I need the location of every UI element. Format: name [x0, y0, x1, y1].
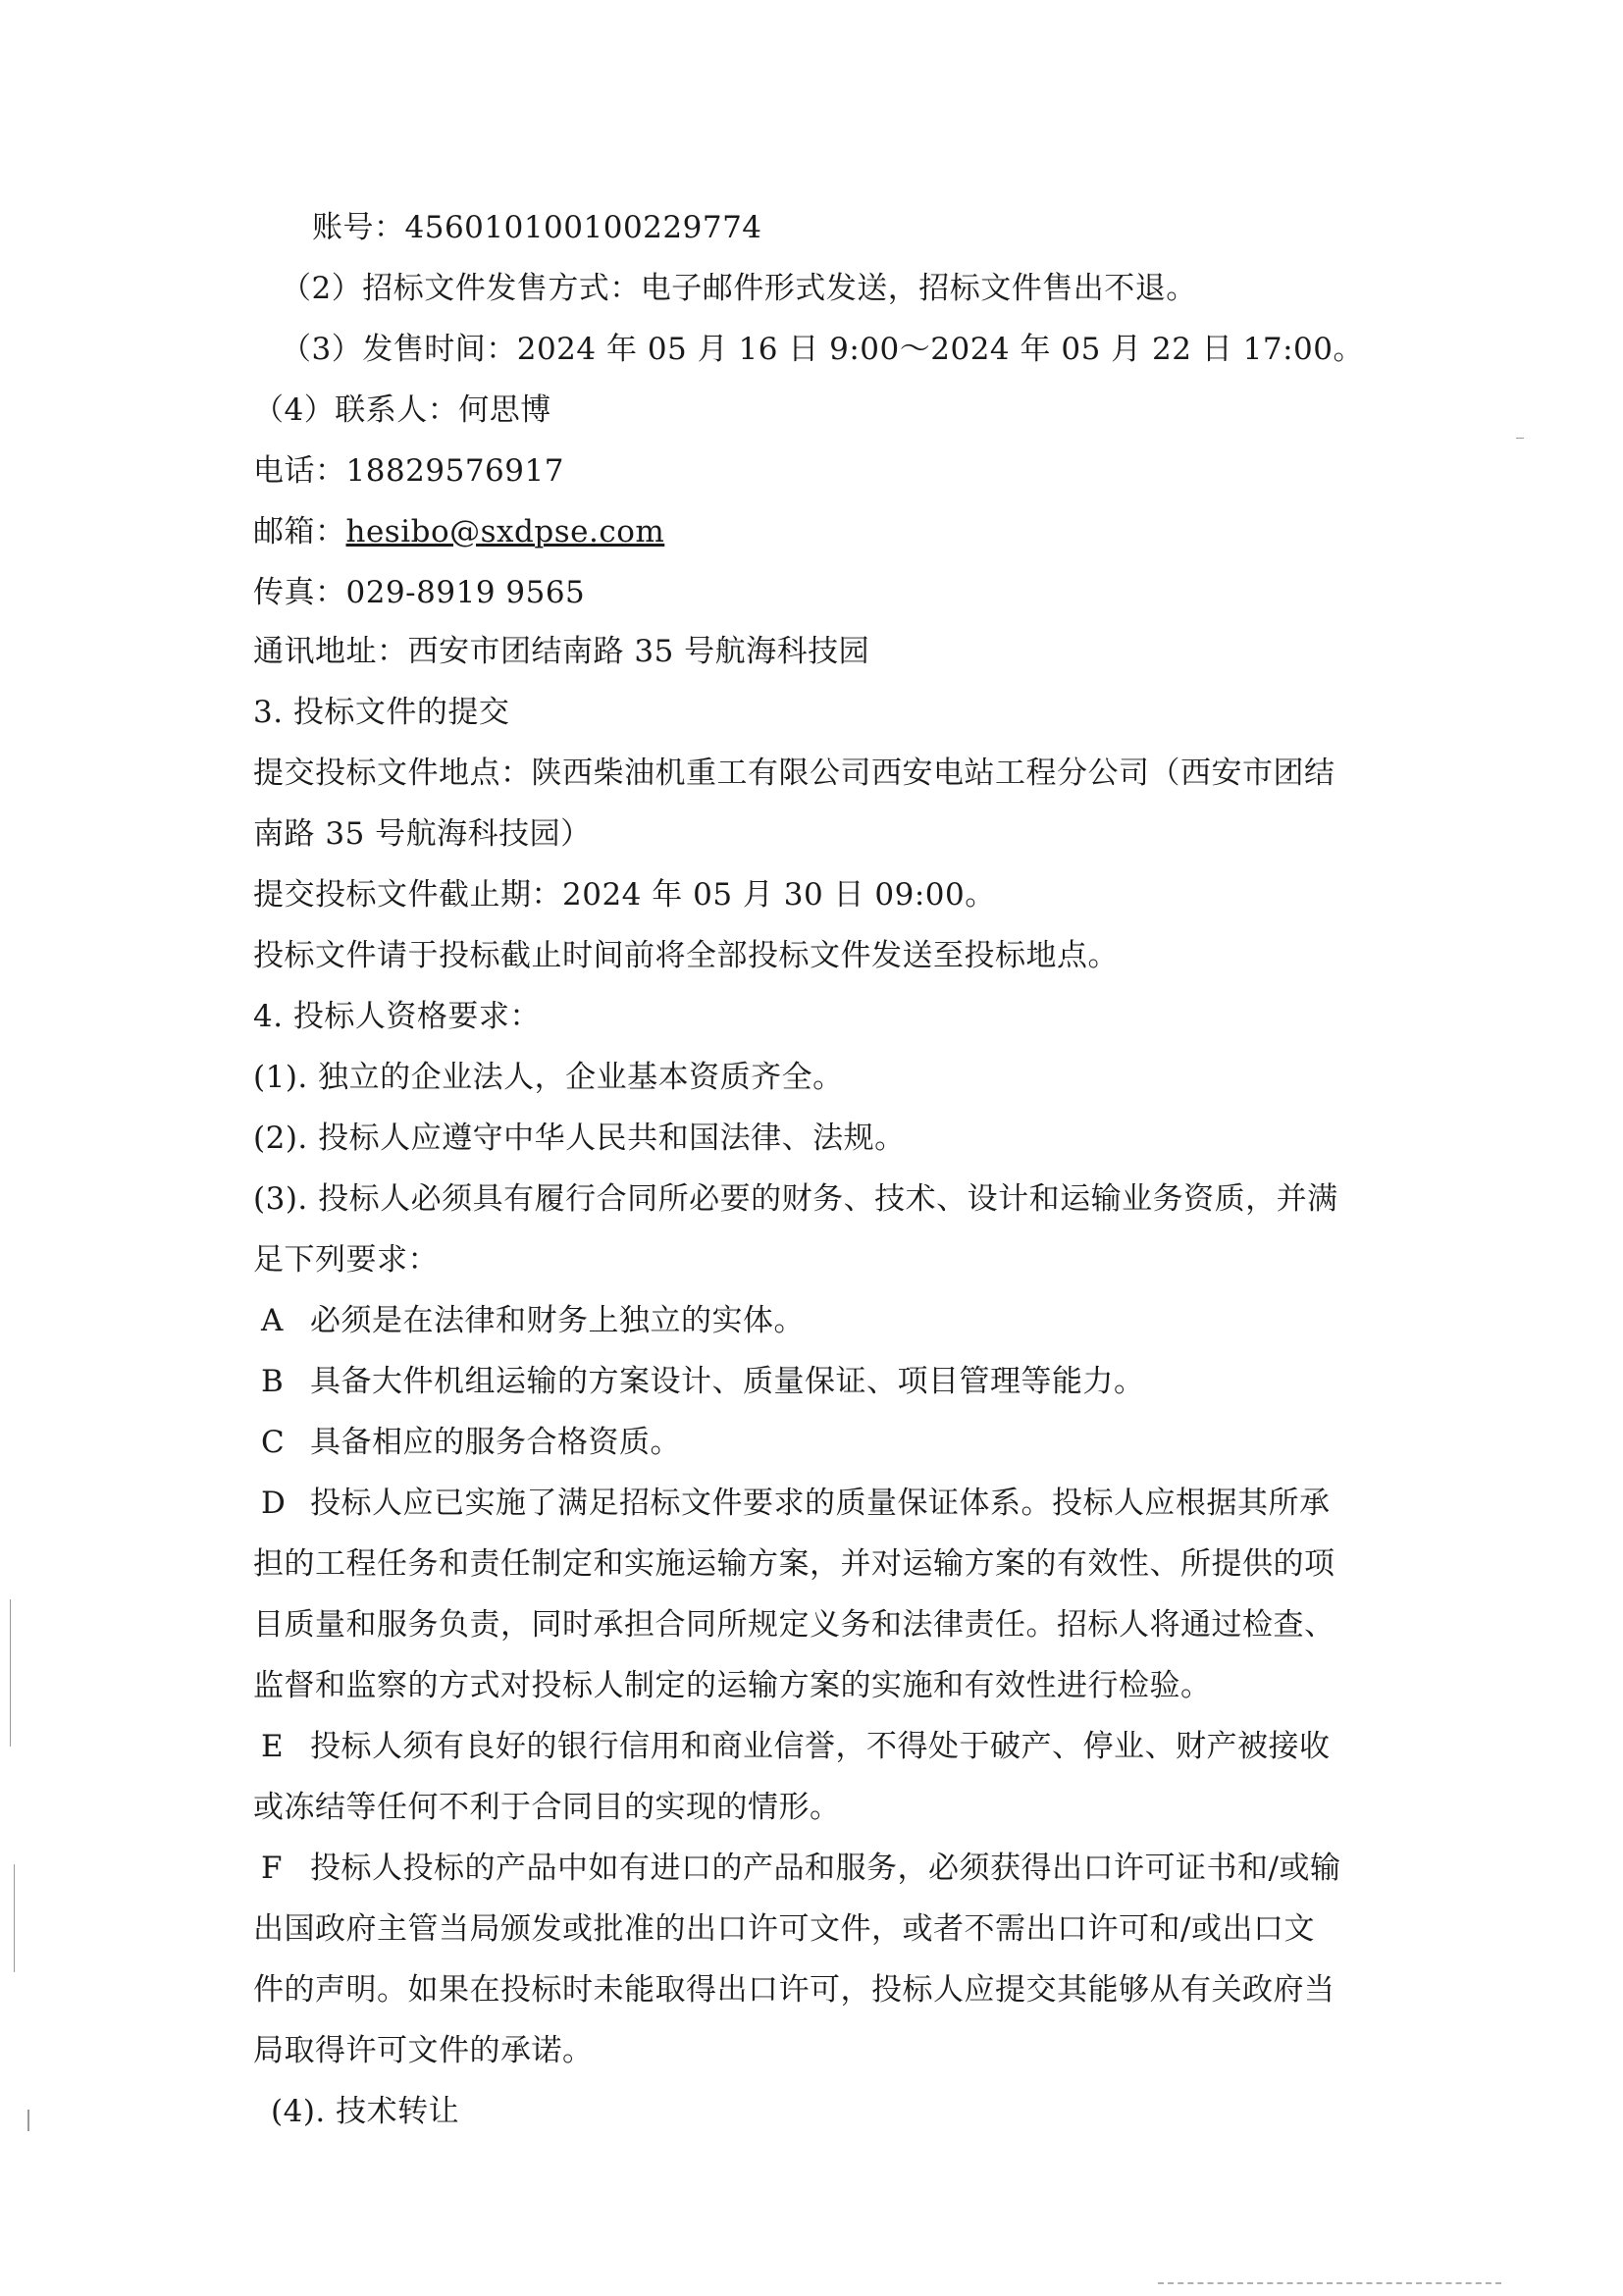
qualification-item-4: (4). 技术转让	[271, 2094, 460, 2129]
requirement-f-line1	[261, 1849, 1340, 1888]
scan-artifact	[14, 1864, 15, 1972]
requirement-d-line1	[261, 1484, 1331, 1523]
mailing-address: 通讯地址：西安市团结南路 35 号航海科技园	[253, 634, 870, 669]
sale-method: （2）招标文件发售方式：电子邮件形式发送，招标文件售出不退。	[281, 271, 1197, 306]
requirement-d-line3: 目质量和服务负责，同时承担合同所规定义务和法律责任。招标人将通过检查、	[253, 1607, 1335, 1643]
submission-deadline: 提交投标文件截止期：2024 年 05 月 30 日 09:00。	[253, 877, 996, 913]
submission-note: 投标文件请于投标截止时间前将全部投标文件发送至投标地点。	[253, 938, 1119, 973]
account-number: 456010100100229774	[404, 210, 762, 245]
requirement-e-line1	[261, 1727, 1331, 1766]
qualification-item-2: (2). 投标人应遵守中华人民共和国法律、法规。	[253, 1121, 906, 1156]
requirement-b	[261, 1362, 1145, 1401]
requirement-f-text-1: 投标人投标的产品中如有进口的产品和服务，必须获得出口许可证书和/或输	[310, 1851, 1341, 1886]
fax-line	[253, 573, 585, 612]
contact-person: （4）联系人：何思博	[253, 392, 551, 428]
requirement-d-line4: 监督和监察的方式对投标人制定的运输方案的实施和有效性进行检验。	[253, 1668, 1212, 1703]
submission-location-line2: 南路 35 号航海科技园）	[253, 816, 592, 852]
requirement-c-text: 具备相应的服务合格资质。	[310, 1425, 681, 1460]
requirement-d-label: D	[261, 1486, 287, 1521]
account-line	[312, 208, 762, 247]
fax-number: 029-8919 9565	[345, 575, 586, 610]
account-label: 账号：	[312, 210, 405, 245]
email-line	[253, 512, 664, 551]
requirement-a-label: A	[261, 1303, 284, 1338]
requirement-c-label: C	[261, 1425, 286, 1460]
requirement-f-label: F	[261, 1851, 284, 1886]
email-label: 邮箱：	[253, 514, 346, 549]
qualification-item-1: (1). 独立的企业法人，企业基本资质齐全。	[253, 1060, 844, 1095]
requirement-c	[261, 1423, 681, 1462]
email-link[interactable]: hesibo@sxdpse.com	[345, 514, 665, 549]
qualification-heading: 4. 投标人资格要求：	[253, 999, 541, 1034]
scan-artifact	[1158, 2282, 1501, 2284]
requirement-a	[261, 1301, 805, 1340]
requirement-e-line2: 或冻结等任何不利于合同目的实现的情形。	[253, 1790, 841, 1825]
requirement-f-line3: 件的声明。如果在投标时未能取得出口许可，投标人应提交其能够从有关政府当	[253, 1972, 1335, 2008]
requirement-b-label: B	[261, 1364, 285, 1399]
qualification-item-3-line2: 足下列要求：	[253, 1242, 439, 1278]
scan-artifact	[1516, 438, 1524, 439]
requirement-e-label: E	[261, 1729, 285, 1764]
fax-label: 传真：	[253, 575, 346, 610]
requirement-a-text: 必须是在法律和财务上独立的实体。	[310, 1303, 805, 1338]
requirement-d-text-1: 投标人应已实施了满足招标文件要求的质量保证体系。投标人应根据其所承	[310, 1486, 1331, 1521]
sale-time: （3）发售时间：2024 年 05 月 16 日 9:00～2024 年 05 月 22 日 17:00。	[281, 332, 1364, 367]
requirement-f-line2: 出国政府主管当局颁发或批准的出口许可文件，或者不需出口许可和/或出口文	[253, 1911, 1315, 1947]
phone-number: 18829576917	[345, 453, 564, 489]
requirement-f-line4: 局取得许可文件的承诺。	[253, 2033, 594, 2068]
requirement-e-text-1: 投标人须有良好的银行信用和商业信誉，不得处于破产、停业、财产被接收	[310, 1729, 1331, 1764]
phone-line	[253, 451, 564, 491]
submission-heading: 3. 投标文件的提交	[253, 695, 510, 730]
requirement-b-text: 具备大件机组运输的方案设计、质量保证、项目管理等能力。	[310, 1364, 1145, 1399]
phone-label: 电话：	[253, 453, 346, 489]
qualification-item-3-line1: (3). 投标人必须具有履行合同所必要的财务、技术、设计和运输业务资质，并满	[253, 1181, 1338, 1217]
scan-artifact	[10, 1599, 11, 1747]
requirement-d-line2: 担的工程任务和责任制定和实施运输方案，并对运输方案的有效性、所提供的项	[253, 1546, 1335, 1582]
scan-artifact	[27, 2110, 29, 2131]
submission-location-line1: 提交投标文件地点：陕西柴油机重工有限公司西安电站工程分公司（西安市团结	[253, 756, 1335, 791]
